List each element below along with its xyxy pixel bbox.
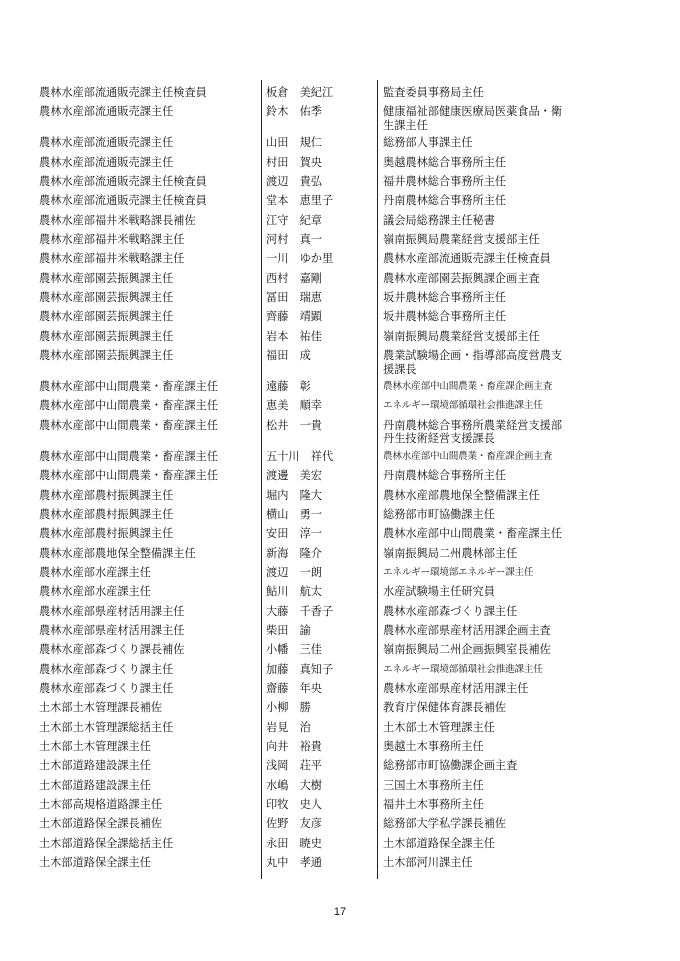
new-post: 農林水産部園芸振興課主任	[39, 291, 174, 305]
person-name: 堂本 恵里子	[266, 194, 334, 208]
previous-post: 農林水産部中山間農業・畜産課主任	[383, 527, 563, 541]
person-name: 松井 一貴	[266, 418, 322, 432]
new-post: 農林水産部福井米戦略課長補佐	[39, 213, 196, 227]
previous-post: 土木部道路保全課主任	[383, 836, 495, 850]
previous-post: 農林水産部農地保全整備課主任	[383, 488, 540, 502]
list-item	[0, 565, 680, 584]
new-post: 土木部土木管理課総括主任	[39, 720, 174, 734]
previous-post: 総務部大学私学課長補佐	[383, 817, 507, 831]
personnel-list	[0, 85, 680, 874]
person-name: 西村 嘉剛	[266, 271, 322, 285]
list-item	[0, 290, 680, 309]
previous-post: 奥越農林総合事務所主任	[383, 155, 507, 169]
person-name: 恵美 順幸	[266, 399, 322, 413]
list-item	[0, 700, 680, 719]
list-item	[0, 232, 680, 251]
person-name: 冨田 瑞恵	[266, 291, 322, 305]
person-name: 浅岡 荘平	[266, 759, 322, 773]
new-post: 土木部道路保全課総括主任	[39, 836, 174, 850]
person-name: 江守 紀章	[266, 213, 322, 227]
person-name: 齋藤 年央	[266, 681, 322, 695]
previous-post: 農林水産部県産材活用課企画主査	[383, 623, 551, 637]
person-name: 五十川 祥代	[266, 449, 334, 463]
list-item	[0, 758, 680, 777]
previous-post: 土木部土木管理課主任	[383, 720, 495, 734]
new-post: 農林水産部流通販売課主任	[39, 136, 174, 150]
previous-post: 坂井農林総合事務所主任	[383, 291, 507, 305]
new-post: 農林水産部県産材活用課主任	[39, 604, 185, 618]
new-post: 農林水産部県産材活用課主任	[39, 623, 185, 637]
list-item	[0, 739, 680, 758]
list-item	[0, 251, 680, 270]
previous-post: 嶺南振興局農業経営支援部主任	[383, 233, 540, 247]
person-name: 遠藤 彰	[266, 380, 311, 394]
person-name: 福田 成	[266, 349, 311, 363]
person-name: 小柳 勝	[266, 701, 311, 715]
list-item	[0, 797, 680, 816]
previous-post: 教育庁保健体育課長補佐	[383, 701, 507, 715]
new-post: 農林水産部中山間農業・畜産課主任	[39, 469, 219, 483]
new-post: 農林水産部中山間農業・畜産課主任	[39, 399, 219, 413]
person-name: 河村 真一	[266, 233, 322, 247]
new-post: 土木部道路建設課主任	[39, 759, 151, 773]
list-item	[0, 418, 680, 449]
list-item	[0, 193, 680, 212]
list-item	[0, 623, 680, 642]
person-name: 大藤 千香子	[266, 604, 334, 618]
new-post: 土木部道路保全課主任	[39, 856, 151, 870]
previous-post: 農林水産部園芸振興課企画主査	[383, 271, 540, 285]
previous-post: 嶺南振興局二州企画振興室長補佐	[383, 643, 551, 657]
list-item	[0, 604, 680, 623]
new-post: 農林水産部流通販売課主任検査員	[39, 194, 207, 208]
new-post: 農林水産部流通販売課主任検査員	[39, 175, 207, 189]
previous-post: エネルギー環境部循環社会推進課主任	[383, 663, 543, 675]
list-item	[0, 309, 680, 328]
list-item	[0, 104, 680, 135]
previous-post: 水産試験場主任研究員	[383, 585, 495, 599]
person-name: 堀内 隆大	[266, 488, 322, 502]
list-item	[0, 642, 680, 661]
previous-post: 福井土木事務所主任	[383, 798, 484, 811]
list-item	[0, 348, 680, 379]
list-item	[0, 271, 680, 290]
list-item	[0, 584, 680, 603]
new-post: 農林水産部中山間農業・畜産課主任	[39, 418, 219, 432]
new-post: 農林水産部農地保全整備課主任	[39, 546, 196, 560]
previous-post: 三国土木事務所主任	[383, 778, 484, 792]
new-post: 農林水産部流通販売課主任	[39, 105, 174, 119]
previous-post: 土木部河川課主任	[383, 856, 473, 870]
person-name: 丸中 孝通	[266, 856, 322, 870]
person-name: 小幡 三佳	[266, 643, 322, 657]
person-name: 岩見 治	[266, 720, 311, 734]
person-name: 渡邊 美宏	[266, 469, 322, 483]
previous-post: 嶺南振興局二州農林部主任	[383, 546, 518, 560]
list-item	[0, 526, 680, 545]
previous-post: 農林水産部中山間農業・畜産課企画主査	[383, 450, 553, 462]
new-post: 農林水産部園芸振興課主任	[39, 310, 174, 324]
list-item	[0, 681, 680, 700]
list-item	[0, 449, 680, 468]
previous-post: 丹南農林総合事務所主任	[383, 469, 507, 483]
new-post: 土木部土木管理課主任	[39, 739, 151, 753]
new-post: 農林水産部園芸振興課主任	[39, 349, 174, 363]
previous-post: エネルギー環境部循環社会推進課主任	[383, 400, 543, 412]
person-name: 永田 暁史	[266, 836, 322, 850]
new-post: 農林水産部流通販売課主任検査員	[39, 86, 207, 99]
previous-post: 農林水産部県産材活用課主任	[383, 681, 529, 695]
person-name: 渡辺 貴弘	[266, 175, 322, 189]
person-name: 柴田 諭	[266, 623, 311, 637]
new-post: 土木部道路建設課主任	[39, 778, 151, 792]
previous-post: 農業試験場企画・指導部高度営農支援課長	[383, 349, 563, 376]
previous-post: 丹南農林総合事務所主任	[383, 194, 507, 208]
person-name: 向井 裕貴	[266, 739, 322, 753]
previous-post: 総務部市町協働課主任	[383, 507, 495, 521]
list-item	[0, 720, 680, 739]
list-item	[0, 85, 680, 104]
new-post: 農林水産部園芸振興課主任	[39, 271, 174, 285]
list-item	[0, 398, 680, 417]
previous-post: 農林水産部流通販売課主任検査員	[383, 252, 551, 266]
previous-post: 奥越土木事務所主任	[383, 739, 484, 753]
person-name: 水嶋 大樹	[266, 778, 322, 792]
previous-post: 議会局総務課主任秘書	[383, 213, 495, 227]
list-item	[0, 816, 680, 835]
person-name: 齊藤 靖顕	[266, 310, 322, 324]
previous-post: 丹南農林総合事務所農業経営支援部丹生技術経営支援課長	[383, 418, 563, 446]
person-name: 横山 勇一	[266, 507, 322, 521]
new-post: 農林水産部農村振興課主任	[39, 527, 174, 541]
new-post: 農林水産部福井米戦略課主任	[39, 233, 185, 247]
previous-post: 監査委員事務局主任	[383, 86, 484, 99]
person-name: 新海 隆介	[266, 546, 322, 560]
page-number: 17	[333, 906, 347, 918]
previous-post: 総務部人事課主任	[383, 136, 473, 150]
previous-post: エネルギー環境部エネルギー課主任	[383, 566, 534, 578]
new-post: 土木部土木管理課長補佐	[39, 701, 163, 715]
previous-post: 嶺南振興局農業経営支援部主任	[383, 329, 540, 343]
new-post: 農林水産部森づくり課長補佐	[39, 643, 185, 657]
list-item	[0, 468, 680, 487]
list-item	[0, 836, 680, 855]
new-post: 農林水産部森づくり課主任	[39, 681, 174, 695]
list-item	[0, 488, 680, 507]
new-post: 農林水産部中山間農業・畜産課主任	[39, 449, 219, 463]
person-name: 佐野 友彦	[266, 817, 322, 831]
list-item	[0, 135, 680, 154]
new-post: 農林水産部水産課主任	[39, 565, 151, 579]
person-name: 鈴木 佑季	[266, 105, 322, 119]
previous-post: 農林水産部森づくり課主任	[383, 604, 518, 618]
person-name: 安田 淳一	[266, 527, 322, 541]
person-name: 村田 賀央	[266, 155, 322, 169]
previous-post: 農林水産部中山間農業・畜産課企画主査	[383, 381, 553, 393]
new-post: 農林水産部中山間農業・畜産課主任	[39, 380, 219, 394]
new-post: 農林水産部農村振興課主任	[39, 507, 174, 521]
person-name: 一川 ゆか里	[266, 252, 334, 266]
person-name: 岩本 祐佳	[266, 329, 322, 343]
list-item	[0, 174, 680, 193]
new-post: 農林水産部福井米戦略課主任	[39, 252, 185, 266]
new-post: 農林水産部農村振興課主任	[39, 488, 174, 502]
list-item	[0, 778, 680, 797]
new-post: 農林水産部森づくり課主任	[39, 662, 174, 676]
person-name: 加藤 真知子	[266, 662, 334, 676]
new-post: 農林水産部流通販売課主任	[39, 155, 174, 169]
new-post: 土木部高規格道路課主任	[39, 798, 163, 811]
list-item	[0, 662, 680, 681]
list-item	[0, 329, 680, 348]
previous-post: 福井農林総合事務所主任	[383, 175, 507, 189]
person-name: 渡辺 一朗	[266, 565, 322, 579]
new-post: 土木部道路保全課長補佐	[39, 817, 163, 831]
list-item	[0, 546, 680, 565]
person-name: 鮎川 航太	[266, 585, 322, 599]
list-item	[0, 379, 680, 398]
list-item	[0, 213, 680, 232]
person-name: 山田 規仁	[266, 136, 322, 150]
list-item	[0, 507, 680, 526]
new-post: 農林水産部水産課主任	[39, 585, 151, 599]
person-name: 板倉 美紀江	[266, 86, 334, 99]
list-item	[0, 855, 680, 874]
person-name: 印牧 史人	[266, 798, 322, 811]
previous-post: 総務部市町協働課企画主査	[383, 759, 518, 773]
new-post: 農林水産部園芸振興課主任	[39, 329, 174, 343]
list-item	[0, 155, 680, 174]
previous-post: 坂井農林総合事務所主任	[383, 310, 507, 324]
previous-post: 健康福祉部健康医療局医薬食品・衛生課主任	[383, 105, 563, 132]
